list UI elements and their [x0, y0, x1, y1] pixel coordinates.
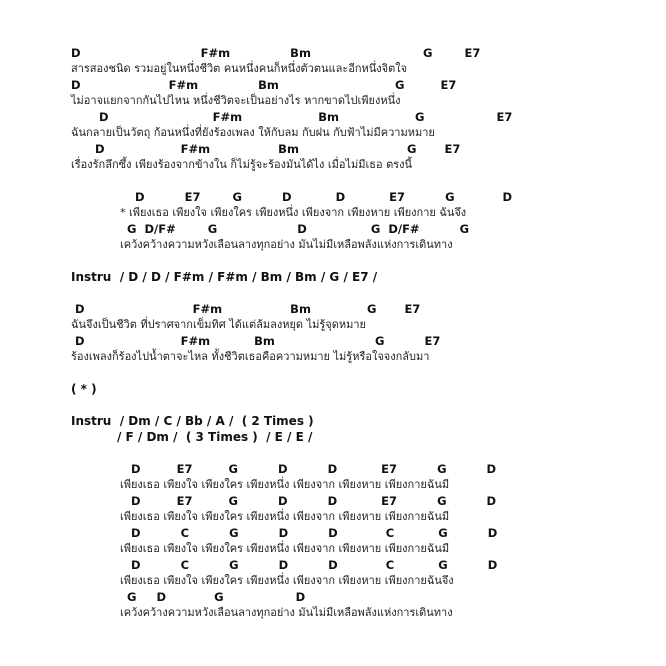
lyric-line: เพียงเธอ เพียงใจ เพียงใคร เพียงหนึ่ง เพียงจาก เพียงหาย เพียงกายฉันจึง — [71, 574, 454, 587]
lyric-line: * เพียงเธอ เพียงใจ เพียงใคร เพียงหนึ่ง เพียงจาก เพียงหาย เพียงกาย ฉันจึง — [71, 206, 467, 219]
chord-line: D F#m Bm G E7 — [71, 334, 441, 348]
lyric-line: เคว้งคว้างความหวังเลือนลางทุกอย่าง มันไม่มีเหลือพลังแห่งการเดินทาง — [71, 606, 453, 619]
instrumental-line: Instru / D / D / F#m / F#m / Bm / Bm / G / E7 / — [71, 270, 378, 284]
chord-line: G D G D — [71, 590, 306, 604]
lyric-line: เพียงเธอ เพียงใจ เพียงใคร เพียงหนึ่ง เพียงจาก เพียงหาย เพียงกายฉันมี — [71, 542, 450, 555]
lyric-line: เคว้งคว้างความหวังเลือนลางทุกอย่าง มันไม่มีเหลือพลังแห่งการเดินทาง — [71, 238, 453, 251]
chord-line: D F#m Bm G E7 — [71, 110, 513, 124]
instrumental-line: ( * ) — [71, 382, 97, 396]
chord-line: D F#m Bm G E7 — [71, 78, 457, 92]
chord-line: D F#m Bm G E7 — [71, 46, 481, 60]
lyric-line: ฉันจึงเป็นชีวิต ที่ปราศจากเข็มทิศ ได้แต่ล้มลงหยุด ไม่รู้จุดหมาย — [71, 318, 366, 331]
lyric-line: เรื่องรักลึกซึ้ง เพียงร้องจากข้างใน ก็ไม่รู้จะร้องมันได้ไง เมื่อไม่มีเธอ ตรงนี้ — [71, 158, 413, 171]
chord-line: D E7 G D D E7 G D — [71, 190, 513, 204]
lyric-line: สารสองชนิด รวมอยู่ในหนึ่งชีวิต คนหนึ่งคนก็หนึ่งตัวตนและอีกหนึ่งจิตใจ — [71, 62, 408, 75]
chord-line: D E7 G D D E7 G D — [71, 462, 497, 476]
chord-line: D C G D D C G D — [71, 526, 498, 540]
lyric-line: เพียงเธอ เพียงใจ เพียงใคร เพียงหนึ่ง เพียงจาก เพียงหาย เพียงกายฉันมี — [71, 510, 450, 523]
chord-line: D F#m Bm G E7 — [71, 142, 461, 156]
instrumental-line: Instru / Dm / C / Bb / A / ( 2 Times ) — [71, 414, 314, 428]
lyric-line: ฉันกลายเป็นวัตถุ ก้อนหนึ่งที่ยังร้องเพลง ให้กับลม กับฝน กับฟ้าไม่มีความหมาย — [71, 126, 435, 139]
instrumental-line: / F / Dm / ( 3 Times ) / E / E / — [71, 430, 313, 444]
chord-line: D F#m Bm G E7 — [71, 302, 421, 316]
lyric-line: ร้องเพลงก็ร้องไปน้ำตาจะไหล ทั้งชีวิตเธอคือความหมาย ไม่รู้หรือใจจงกลับมา — [71, 350, 430, 363]
lyric-line: ไม่อาจแยกจากกันไปไหน หนึ่งชีวิตจะเป็นอย่างไร หากขาดไปเพียงหนึ่ง — [71, 94, 401, 107]
chord-line: D E7 G D D E7 G D — [71, 494, 497, 508]
chord-line: G D/F# G D G D/F# G — [71, 222, 470, 236]
lyric-line: เพียงเธอ เพียงใจ เพียงใคร เพียงหนึ่ง เพียงจาก เพียงหาย เพียงกายฉันมี — [71, 478, 450, 491]
chord-line: D C G D D C G D — [71, 558, 498, 572]
